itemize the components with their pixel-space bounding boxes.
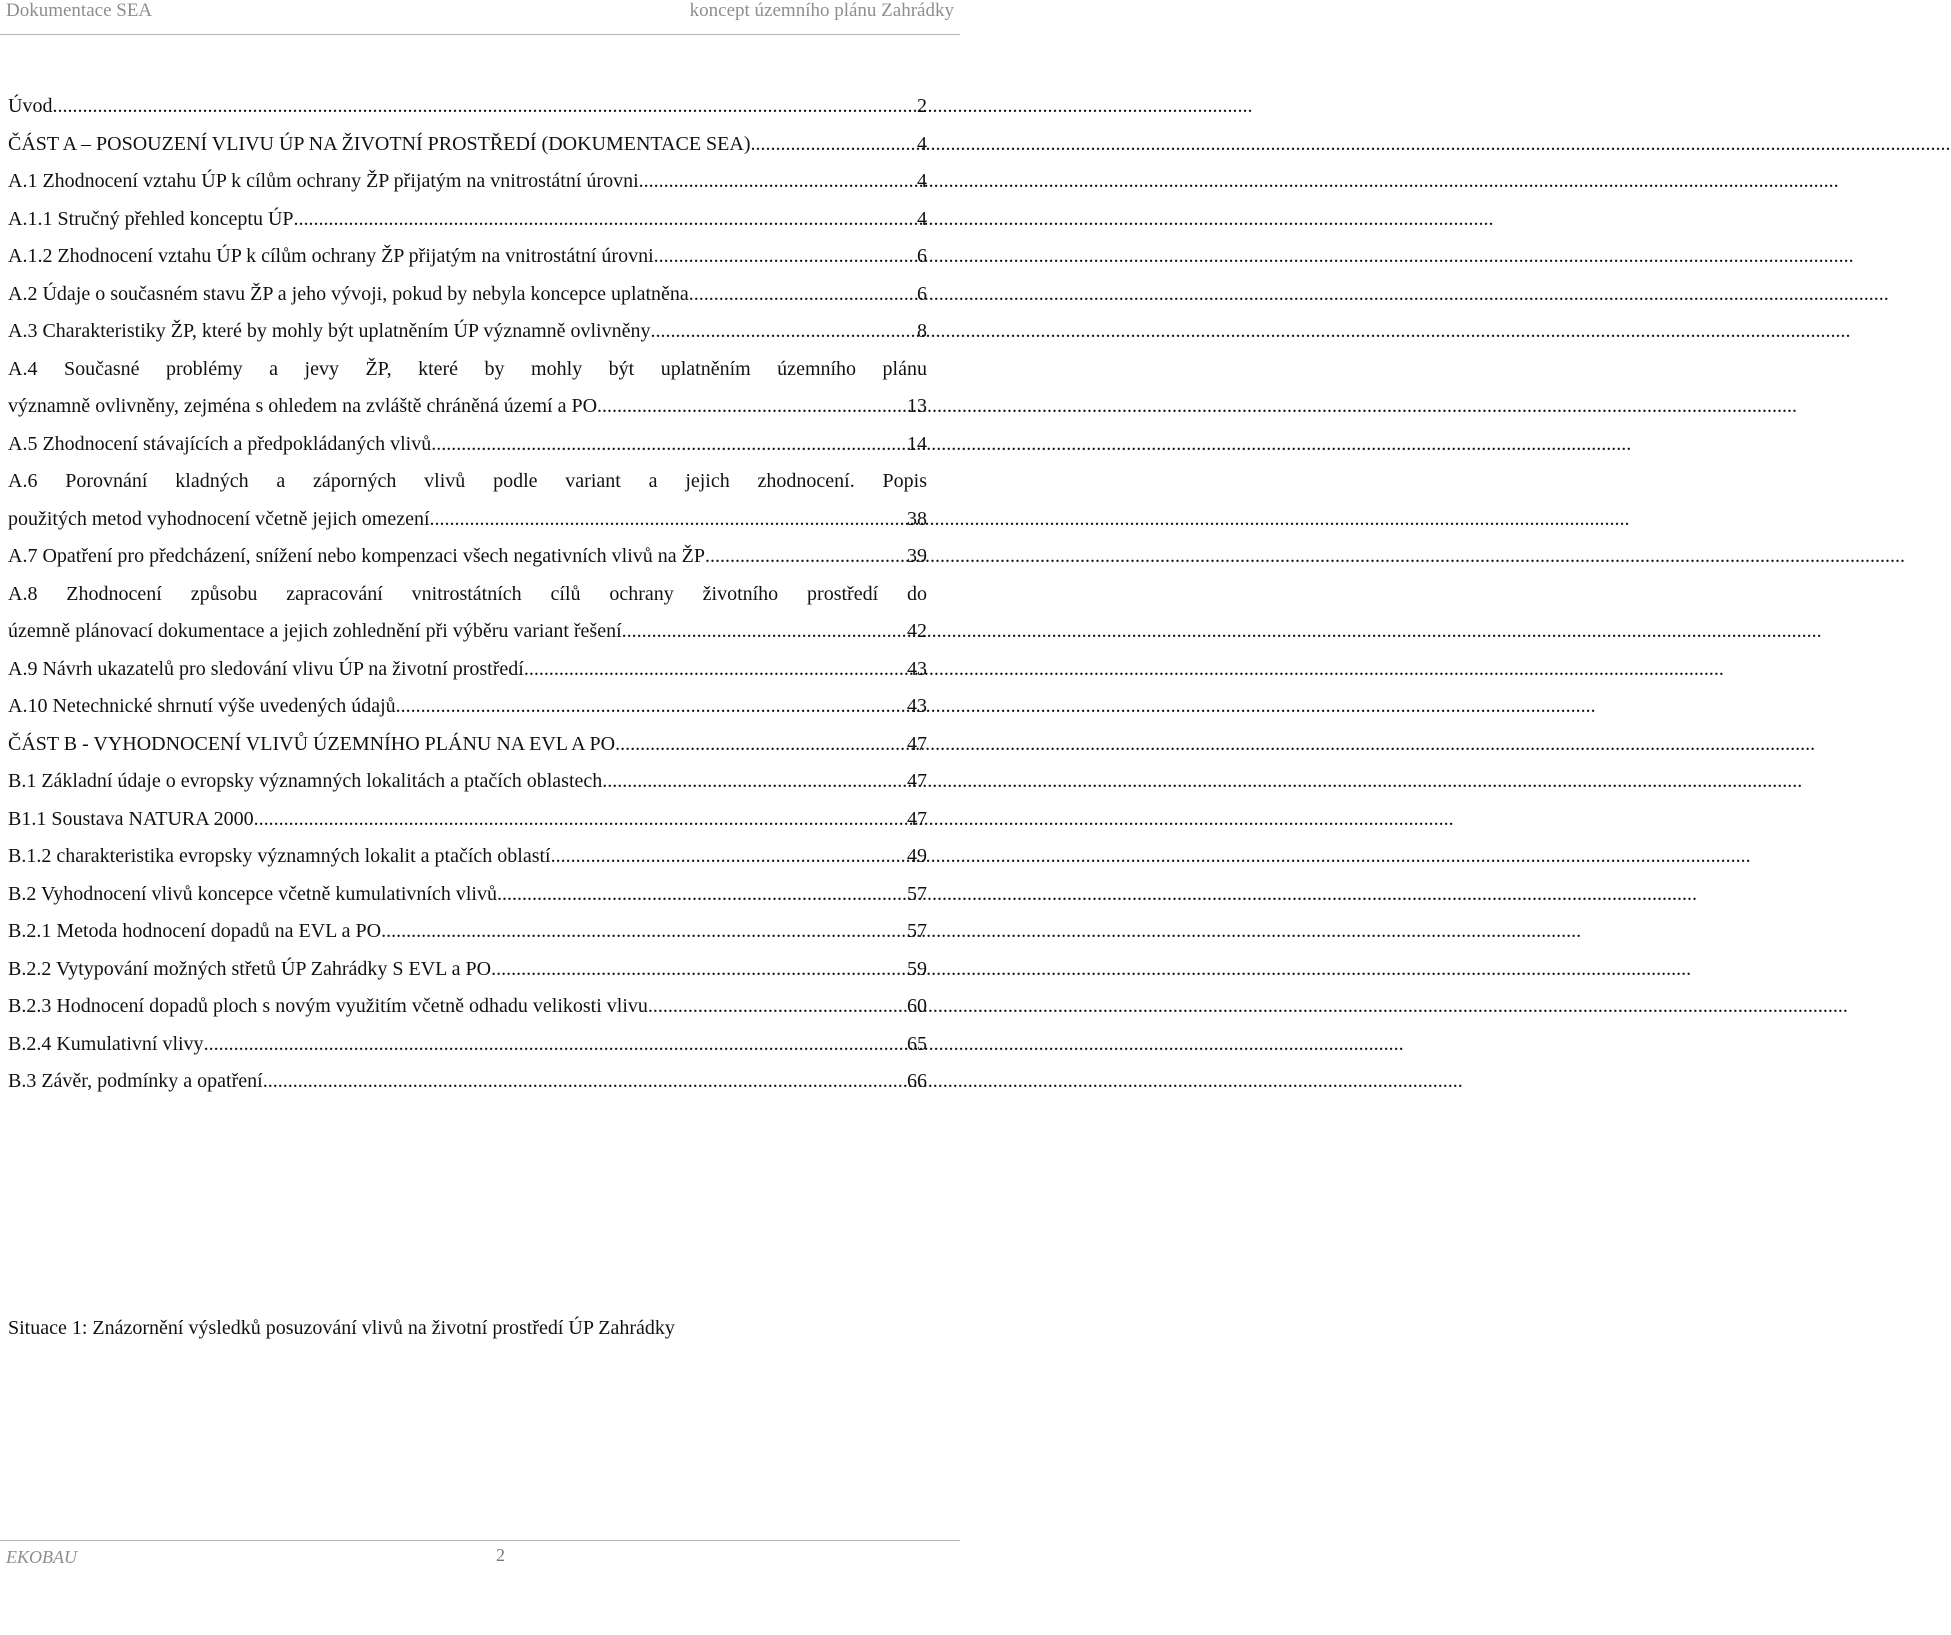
toc-entry-title: B.1 Základní údaje o evropsky významných lokalitách a ptačích oblastech — [8, 770, 603, 792]
toc-entry-title: územně plánovací dokumentace a jejich zohlednění při výběru variant řešení — [8, 620, 622, 642]
toc-entry[interactable] — [8, 876, 927, 914]
toc-leader — [551, 838, 907, 876]
toc-entry[interactable] — [8, 388, 927, 426]
toc-entry-title: A.7 Opatření pro předcházení, snížení nebo kompenzaci všech negativních vlivů na ŽP — [8, 545, 705, 567]
toc-entry[interactable] — [8, 651, 927, 689]
toc-leader — [491, 951, 907, 989]
toc-entry-page: 57 — [907, 882, 927, 905]
toc-entry[interactable] — [8, 1026, 927, 1064]
toc-leader — [396, 688, 907, 726]
footer-page-number: 2 — [496, 1545, 505, 1565]
toc-entry[interactable] — [8, 951, 927, 989]
toc-entry-page: 47 — [907, 770, 927, 792]
toc-leader — [597, 388, 907, 426]
toc-leader — [602, 763, 907, 801]
toc-leader — [381, 913, 907, 951]
toc-entry-title: významně ovlivněny, zejména s ohledem na zvláště chráněná území a PO — [8, 395, 598, 417]
toc-entry-page: 47 — [907, 732, 927, 755]
toc-entry-title: A.5 Zhodnocení stávajících a předpokládaných vlivů — [8, 432, 432, 455]
toc-leader — [654, 238, 917, 276]
toc-entry-title: ČÁST B - VYHODNOCENÍ VLIVŮ ÚZEMNÍHO PLÁNU NA EVL A PO — [8, 732, 616, 755]
toc-leader — [294, 201, 917, 239]
toc-entry[interactable] — [8, 988, 927, 1026]
toc-entry-line1[interactable]: A.6 Porovnání kladných a záporných vlivů podle variant a jejich zhodnocení. Popis — [8, 470, 927, 492]
toc-entry-title: ČÁST A – POSOUZENÍ VLIVU ÚP NA ŽIVOTNÍ PROSTŘEDÍ (DOKUMENTACE SEA) — [8, 132, 751, 155]
toc-entry-page: 6 — [917, 245, 927, 267]
header-project-title: koncept územního plánu Zahrádky — [689, 0, 954, 21]
toc-entry[interactable] — [8, 688, 927, 726]
toc-entry-title: B.3 Závěr, podmínky a opatření — [8, 1070, 263, 1092]
toc-leader — [254, 801, 907, 839]
toc-entry-title: B.2.4 Kumulativní vlivy — [8, 1032, 204, 1055]
toc-entry-page: 43 — [907, 695, 927, 717]
page-header — [0, 0, 960, 35]
toc-entry-page: 65 — [907, 1032, 927, 1055]
toc-leader — [689, 276, 917, 314]
toc-entry-title: B.2.2 Vytypování možných střetů ÚP Zahrádky S EVL a PO — [8, 957, 492, 980]
toc-entry-line1[interactable]: A.8 Zhodnocení způsobu zapracování vnitrostátních cílů ochrany životního prostředí do — [8, 582, 927, 605]
toc-entry-page: 39 — [907, 545, 927, 567]
toc-entry-line1[interactable]: A.4 Současné problémy a jevy ŽP, které by mohly být uplatněním územního plánu — [8, 357, 927, 380]
toc-entry[interactable] — [8, 838, 927, 876]
toc-entry-title: A.1.1 Stručný přehled konceptu ÚP — [8, 207, 294, 230]
toc-leader — [430, 501, 907, 539]
toc-entry-page: 2 — [917, 95, 927, 117]
toc-entry[interactable] — [8, 276, 927, 314]
toc-entry-title: Úvod — [8, 95, 53, 117]
toc-leader — [705, 538, 907, 576]
toc-entry[interactable] — [8, 163, 927, 201]
toc-leader — [751, 126, 918, 164]
toc-entry-title: A.3 Charakteristiky ŽP, které by mohly být uplatněním ÚP významně ovlivněny — [8, 320, 651, 342]
toc-entry-title: A.9 Návrh ukazatelů pro sledování vlivu ÚP na životní prostředí — [8, 657, 524, 680]
toc-entry-title: A.10 Netechnické shrnutí výše uvedených údajů — [8, 695, 396, 717]
toc-entry-title: B.2 Vyhodnocení vlivů koncepce včetně kumulativních vlivů — [8, 882, 497, 905]
toc-entry[interactable] — [8, 88, 927, 126]
toc-entry-page: 8 — [917, 320, 927, 342]
figure-caption: Situace 1: Znázornění výsledků posuzování vlivů na životní prostředí ÚP Zahrádky — [8, 1317, 675, 1339]
toc-entry[interactable] — [8, 501, 927, 539]
toc-entry-page: 4 — [917, 207, 927, 230]
toc-entry-page: 43 — [907, 657, 927, 680]
toc-entry-page: 49 — [907, 845, 927, 867]
footer-company: EKOBAU — [6, 1547, 77, 1567]
toc-leader — [615, 726, 907, 764]
toc-leader — [204, 1026, 907, 1064]
toc-entry[interactable] — [8, 538, 927, 576]
toc-entry-title: B1.1 Soustava NATURA 2000 — [8, 807, 254, 830]
toc-entry-title: A.1.2 Zhodnocení vztahu ÚP k cílům ochrany ŽP přijatým na vnitrostátní úrovni — [8, 245, 654, 267]
toc-leader — [431, 426, 907, 464]
toc-entry-title: použitých metod vyhodnocení včetně jejich omezení — [8, 507, 430, 530]
toc-entry[interactable] — [8, 238, 927, 276]
toc-entry[interactable] — [8, 763, 927, 801]
toc-entry-title: B.1.2 charakteristika evropsky významných lokalit a ptačích oblastí — [8, 845, 551, 867]
toc-entry-title: B.2.1 Metoda hodnocení dopadů na EVL a PO — [8, 920, 382, 942]
toc-entry-page: 66 — [907, 1070, 927, 1092]
header-document-title: Dokumentace SEA — [6, 0, 153, 21]
toc-leader — [263, 1063, 907, 1101]
toc-entry[interactable] — [8, 801, 927, 839]
toc-leader — [639, 163, 917, 201]
toc-leader — [497, 876, 907, 914]
toc-entry-page: 13 — [907, 395, 927, 417]
toc-entry-page: 14 — [907, 432, 927, 455]
toc-entry-page: 42 — [907, 620, 927, 642]
toc-entry-page: 59 — [907, 957, 927, 980]
toc-leader — [52, 88, 917, 126]
toc-entry-page: 6 — [917, 282, 927, 305]
toc-entry-title: B.2.3 Hodnocení dopadů ploch s novým využitím včetně odhadu velikosti vlivu — [8, 995, 648, 1017]
toc-leader — [651, 313, 918, 351]
toc-leader — [622, 613, 907, 651]
toc-entry-title: A.2 Údaje o současném stavu ŽP a jeho vývoji, pokud by nebyla koncepce uplatněna — [8, 282, 689, 305]
toc-entry-page: 60 — [907, 995, 927, 1017]
toc-leader — [648, 988, 907, 1026]
toc-entry-page: 38 — [907, 507, 927, 530]
table-of-contents — [8, 88, 927, 1101]
page-footer — [0, 1540, 960, 1635]
toc-entry[interactable] — [8, 613, 927, 651]
toc-entry[interactable] — [8, 426, 927, 464]
toc-entry-page: 4 — [917, 170, 927, 192]
toc-entry-page: 47 — [907, 807, 927, 830]
toc-entry[interactable] — [8, 726, 927, 764]
toc-entry[interactable] — [8, 126, 927, 164]
toc-entry[interactable] — [8, 313, 927, 351]
toc-entry-page: 4 — [917, 132, 927, 155]
toc-entry[interactable] — [8, 201, 927, 239]
toc-entry-title: A.1 Zhodnocení vztahu ÚP k cílům ochrany ŽP přijatým na vnitrostátní úrovni — [8, 170, 639, 192]
toc-entry-page: 57 — [907, 920, 927, 942]
toc-leader — [524, 651, 907, 689]
toc-entry[interactable] — [8, 1063, 927, 1101]
toc-entry[interactable] — [8, 913, 927, 951]
